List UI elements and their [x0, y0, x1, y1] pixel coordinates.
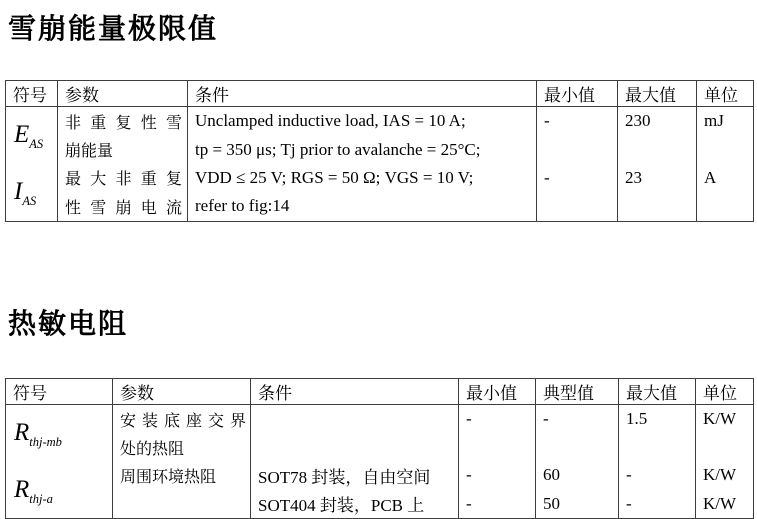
cond-line-4: refer to fig:14 — [195, 196, 290, 216]
thermal-min-cell — [459, 405, 536, 519]
thermal-unit-cell — [696, 405, 754, 519]
thermal-typ-1: - — [543, 409, 549, 429]
symbol-ias-sub: AS — [22, 194, 37, 209]
max-value-ias: 23 — [625, 167, 642, 187]
symbol-ias — [6, 164, 57, 221]
symbol-eas-base: E — [14, 121, 30, 149]
thermal-symbol-cell — [6, 405, 113, 519]
min-value-eas: - — [544, 111, 550, 131]
thermal-typ-cell — [536, 405, 619, 519]
avalanche-header-unit: 单位 — [697, 81, 754, 107]
symbol-ias-base: I — [14, 178, 23, 206]
avalanche-header-row — [6, 81, 754, 107]
param-eas-line2: 崩能量 — [65, 143, 114, 161]
thermal-header-symbol: 符号 — [6, 379, 113, 405]
symbol-eas — [6, 107, 57, 164]
avalanche-header-cond: 条件 — [188, 81, 537, 107]
thermal-cond-sot78: SOT78 封装，自由空间 — [258, 467, 431, 487]
avalanche-table — [5, 80, 754, 222]
unit-eas: mJ — [704, 111, 724, 131]
thermal-param-cell — [113, 405, 251, 519]
avalanche-cond-cell — [188, 107, 537, 222]
thermal-max-cell — [619, 405, 696, 519]
avalanche-header-param: 参数 — [58, 81, 188, 107]
param-ias-line1: 最大非重复 — [65, 171, 182, 189]
cond-line-3: VDD ≤ 25 V; RGS = 50 Ω; VGS = 10 V; — [195, 167, 474, 187]
thermal-min-2: - — [466, 465, 472, 485]
param-eas-line1: 非重复性雪 — [65, 114, 182, 132]
cond-line-2: tp = 350 μs; Tj prior to avalanche = 25°C; — [195, 139, 481, 159]
min-value-ias: - — [544, 167, 550, 187]
thermal-header-param: 参数 — [113, 379, 251, 405]
thermal-typ-3: 50 — [543, 493, 560, 513]
symbol-rthja-sub: thj-a — [29, 491, 53, 506]
avalanche-body-row — [6, 107, 754, 222]
avalanche-max-cell — [618, 107, 697, 222]
thermal-typ-2: 60 — [543, 465, 560, 485]
thermal-min-1: - — [466, 409, 472, 429]
thermal-max-2: - — [626, 465, 632, 485]
section-title-thermal: 热敏电阻 — [8, 308, 129, 339]
thermal-header-row — [6, 379, 754, 405]
thermal-param-line1: 安装底座交界 — [120, 412, 246, 430]
symbol-rthjmb — [6, 405, 112, 461]
thermal-header-unit: 单位 — [696, 379, 754, 405]
thermal-header-typ: 典型值 — [536, 379, 619, 405]
symbol-rthja-base: R — [14, 475, 30, 503]
thermal-cond-cell — [251, 405, 459, 519]
symbol-rthjmb-base: R — [14, 419, 30, 447]
thermal-min-3: - — [466, 493, 472, 513]
thermal-max-3: - — [626, 493, 632, 513]
avalanche-unit-cell — [697, 107, 754, 222]
avalanche-symbol-cell — [6, 107, 58, 222]
thermal-param-line2: 处的热阻 — [120, 440, 185, 458]
section-title-avalanche: 雪崩能量极限值 — [8, 13, 219, 44]
symbol-rthja — [6, 461, 112, 517]
cond-line-1: Unclamped inductive load, IAS = 10 A; — [195, 111, 466, 131]
avalanche-param-cell — [58, 107, 188, 222]
unit-ias: A — [704, 167, 717, 187]
thermal-max-1: 1.5 — [626, 409, 648, 429]
thermal-header-cond: 条件 — [251, 379, 459, 405]
avalanche-header-symbol: 符号 — [6, 81, 58, 107]
thermal-unit-1: K/W — [703, 409, 737, 429]
thermal-header-max: 最大值 — [619, 379, 696, 405]
avalanche-header-min: 最小值 — [537, 81, 618, 107]
thermal-body-row — [6, 405, 754, 519]
thermal-param-line3: 周围环境热阻 — [120, 468, 217, 486]
thermal-cond-sot404: SOT404 封装，PCB 上 — [258, 496, 425, 516]
max-value-eas: 230 — [625, 111, 651, 131]
param-ias-line2: 性雪崩电流 — [65, 199, 182, 217]
avalanche-min-cell — [537, 107, 618, 222]
thermal-unit-3: K/W — [703, 493, 737, 513]
thermal-header-min: 最小值 — [459, 379, 536, 405]
thermal-unit-2: K/W — [703, 465, 737, 485]
symbol-eas-sub: AS — [29, 137, 44, 152]
avalanche-header-max: 最大值 — [618, 81, 697, 107]
thermal-table — [5, 378, 754, 519]
symbol-rthjmb-sub: thj-mb — [29, 435, 62, 450]
